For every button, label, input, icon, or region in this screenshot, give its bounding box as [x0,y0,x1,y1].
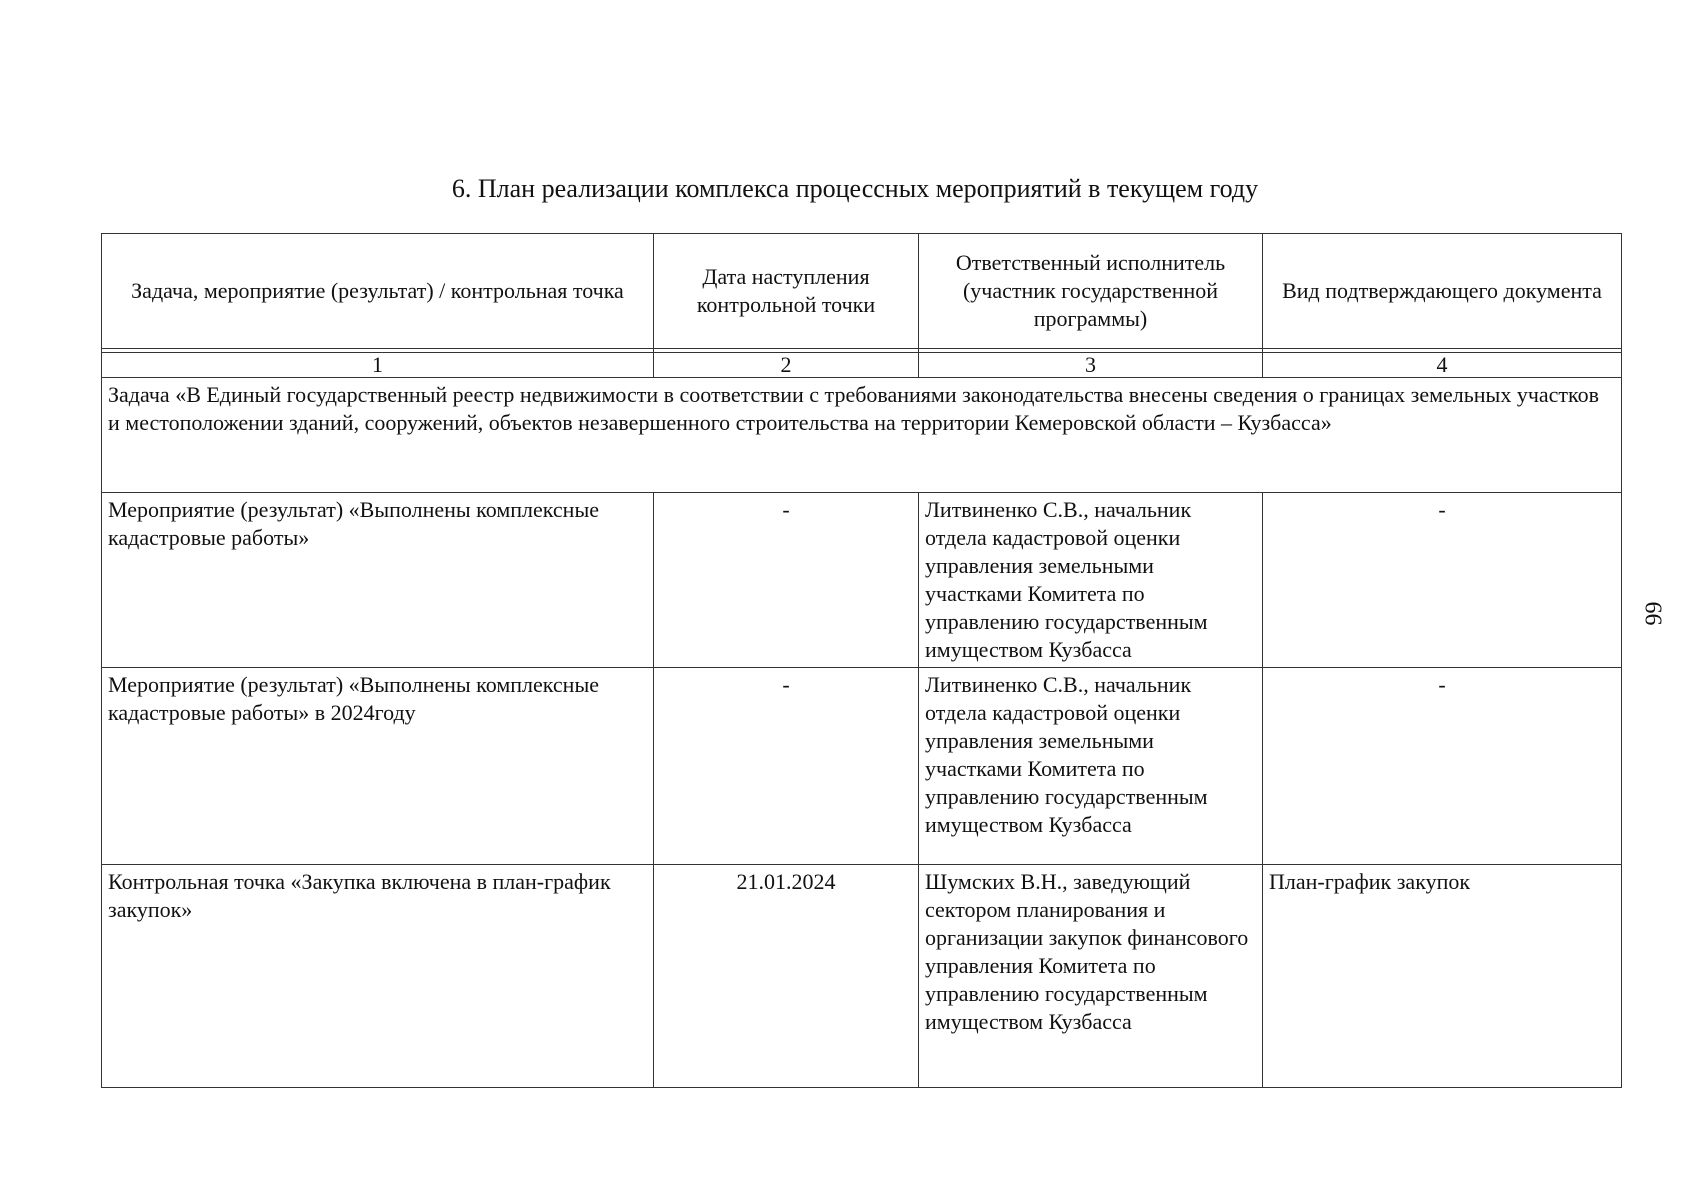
column-number: 1 [102,353,654,378]
row-task: Мероприятие (результат) «Выполнены комплексные кадастровые работы» [102,493,654,668]
table-row [102,668,1622,865]
column-number: 3 [919,353,1263,378]
row-document: План-график закупок [1263,865,1622,1088]
page-number: 66 [1639,601,1666,626]
row-task: Мероприятие (результат) «Выполнены комплексные кадастровые работы» в 2024году [102,668,654,865]
row-responsible: Литвиненко С.В., начальник отдела кадастровой оценки управления земельными участками Комитета по управлению государственным имуществом Кузбасса [919,493,1263,668]
table-row [102,493,1622,668]
row-date: - [654,668,919,865]
header-task: Задача, мероприятие (результат) / контрольная точка [102,234,654,349]
task-row [102,378,1622,493]
column-number-row [102,353,1622,378]
page-title: 6. План реализации комплекса процессных мероприятий в текущем году [451,174,1259,203]
header-document: Вид подтверждающего документа [1263,234,1622,349]
header-date: Дата наступления контрольной точки [654,234,919,349]
table-row [102,865,1622,1088]
column-number: 2 [654,353,919,378]
row-date: - [654,493,919,668]
column-number: 4 [1263,353,1622,378]
plan-table [101,233,1622,1088]
row-document: - [1263,668,1622,865]
row-date: 21.01.2024 [654,865,919,1088]
header-row [102,234,1622,349]
row-task: Контрольная точка «Закупка включена в план-график закупок» [102,865,654,1088]
header-responsible: Ответственный исполнитель (участник государственной программы) [919,234,1263,349]
task-cell: Задача «В Единый государственный реестр недвижимости в соответствии с требованиями законодательства внесены сведения о границах земельных участков и местоположении зданий, сооружений, объектов незавершенного строительства на территории Кемеровской области – Кузбасса» [102,378,1622,493]
row-document: - [1263,493,1622,668]
row-responsible: Литвиненко С.В., начальник отдела кадастровой оценки управления земельными участками Комитета по управлению государственным имуществом Кузбасса [919,668,1263,865]
row-responsible: Шумских В.Н., заведующий сектором планирования и организации закупок финансового управления Комитета по управлению государственным имуществом Кузбасса [919,865,1263,1088]
